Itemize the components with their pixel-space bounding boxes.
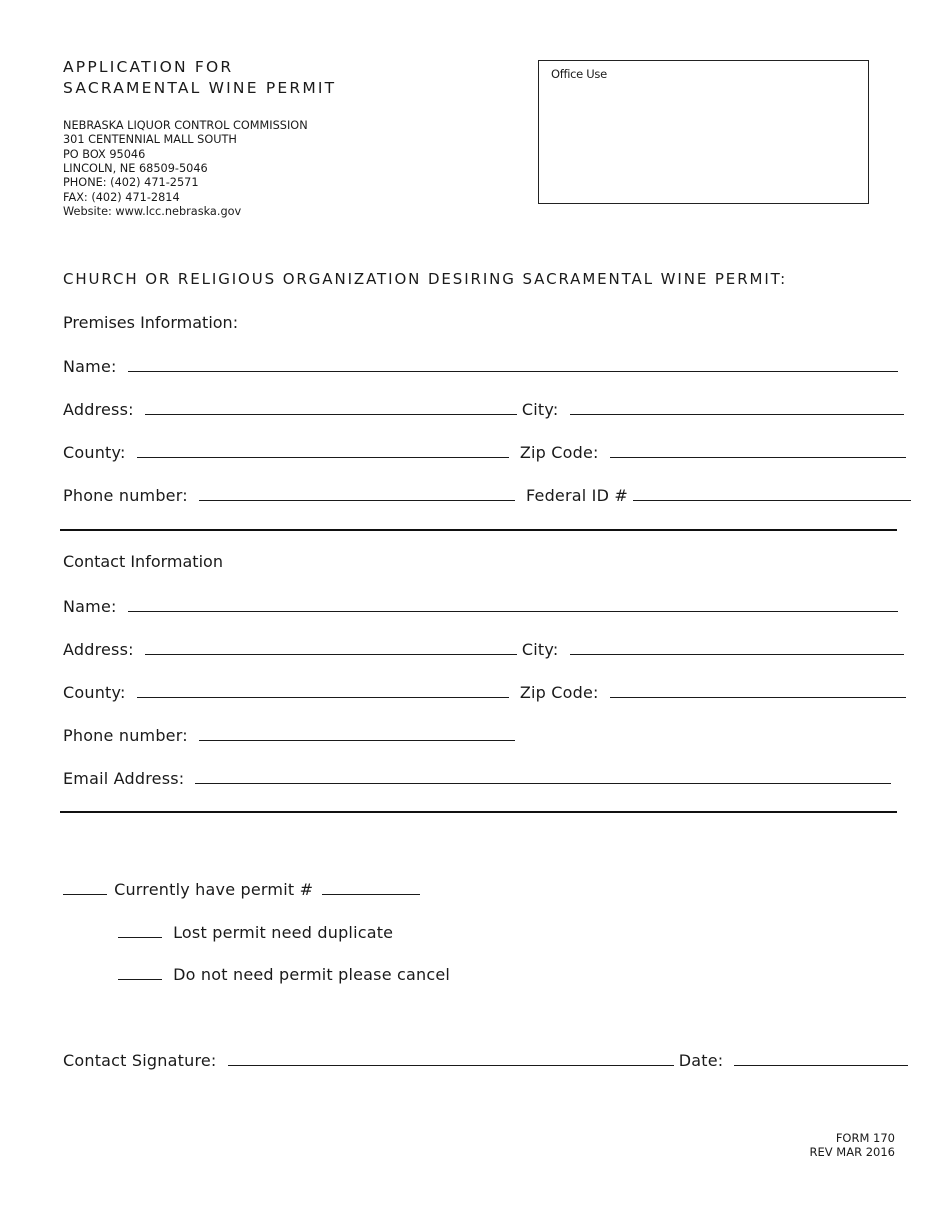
- agency-po-box: PO BOX 95046: [63, 148, 146, 161]
- contact-name-label: Name:: [63, 597, 117, 616]
- premises-zip-label: Zip Code:: [519, 443, 599, 462]
- premises-phone-row: [63, 484, 911, 506]
- premises-address-label: Address:: [63, 400, 134, 419]
- permit-cancel-check-blank[interactable]: [118, 963, 162, 980]
- contact-address-label: Address:: [63, 640, 134, 659]
- permit-lost-row: [118, 921, 393, 943]
- premises-name-field[interactable]: [128, 355, 898, 372]
- form-revision: REV MAR 2016: [809, 1145, 895, 1159]
- contact-zip-label: Zip Code:: [519, 683, 599, 702]
- signature-row: [63, 1049, 908, 1071]
- permit-lost-label: Lost permit need duplicate: [173, 923, 394, 942]
- premises-federal-id-label: Federal ID #: [526, 486, 629, 505]
- permit-lost-check-blank[interactable]: [118, 921, 162, 938]
- contact-zip-field[interactable]: [610, 681, 906, 698]
- contact-name-field[interactable]: [128, 595, 898, 612]
- section-divider-1: [60, 529, 897, 531]
- premises-address-field[interactable]: [145, 398, 517, 415]
- contact-city-field[interactable]: [570, 638, 904, 655]
- permit-current-check-blank[interactable]: [63, 878, 107, 895]
- premises-city-label: City:: [521, 400, 559, 419]
- agency-fax: FAX: (402) 471-2814: [63, 191, 180, 204]
- agency-name: NEBRASKA LIQUOR CONTROL COMMISSION: [63, 119, 308, 132]
- premises-name-label: Name:: [63, 357, 117, 376]
- premises-heading: Premises Information:: [63, 313, 239, 332]
- contact-email-label: Email Address:: [63, 769, 185, 788]
- contact-county-row: [63, 681, 906, 703]
- permit-number-field[interactable]: [322, 878, 420, 895]
- contact-address-field[interactable]: [145, 638, 517, 655]
- agency-street: 301 CENTENNIAL MALL SOUTH: [63, 133, 237, 146]
- section-divider-2: [60, 811, 897, 813]
- date-label: Date:: [678, 1051, 724, 1070]
- agency-website: Website: www.lcc.nebraska.gov: [63, 205, 242, 218]
- contact-county-label: County:: [63, 683, 126, 702]
- date-field[interactable]: [734, 1049, 908, 1066]
- contact-heading: Contact Information: [63, 552, 223, 571]
- agency-city-state-zip: LINCOLN, NE 68509-5046: [63, 162, 208, 175]
- premises-county-label: County:: [63, 443, 126, 462]
- signature-field[interactable]: [228, 1049, 674, 1066]
- premises-county-field[interactable]: [137, 441, 509, 458]
- permit-cancel-label: Do not need permit please cancel: [173, 965, 451, 984]
- contact-address-row: [63, 638, 904, 660]
- agency-phone: PHONE: (402) 471-2571: [63, 176, 199, 189]
- section-heading: CHURCH OR RELIGIOUS ORGANIZATION DESIRING SACRAMENTAL WINE PERMIT:: [63, 270, 788, 288]
- premises-phone-field[interactable]: [199, 484, 515, 501]
- permit-cancel-row: [118, 963, 450, 985]
- contact-county-field[interactable]: [137, 681, 509, 698]
- premises-county-row: [63, 441, 906, 463]
- permit-current-row: [63, 878, 420, 900]
- contact-phone-field[interactable]: [199, 724, 515, 741]
- premises-address-row: [63, 398, 904, 420]
- contact-email-row: [63, 767, 891, 789]
- premises-federal-id-field[interactable]: [633, 484, 911, 501]
- office-use-box: [538, 60, 869, 204]
- contact-email-field[interactable]: [195, 767, 891, 784]
- office-use-label: Office Use: [551, 67, 607, 81]
- premises-city-field[interactable]: [570, 398, 904, 415]
- signature-label: Contact Signature:: [63, 1051, 217, 1070]
- premises-phone-label: Phone number:: [63, 486, 188, 505]
- permit-current-label: Currently have permit #: [114, 880, 314, 899]
- premises-zip-field[interactable]: [610, 441, 906, 458]
- contact-name-row: [63, 595, 898, 617]
- contact-city-label: City:: [521, 640, 559, 659]
- form-number: FORM 170: [835, 1131, 895, 1145]
- contact-phone-label: Phone number:: [63, 726, 188, 745]
- premises-name-row: [63, 355, 898, 377]
- form-title-line2: SACRAMENTAL WINE PERMIT: [63, 79, 337, 97]
- form-title-line1: APPLICATION FOR: [63, 58, 234, 76]
- contact-phone-row: [63, 724, 515, 746]
